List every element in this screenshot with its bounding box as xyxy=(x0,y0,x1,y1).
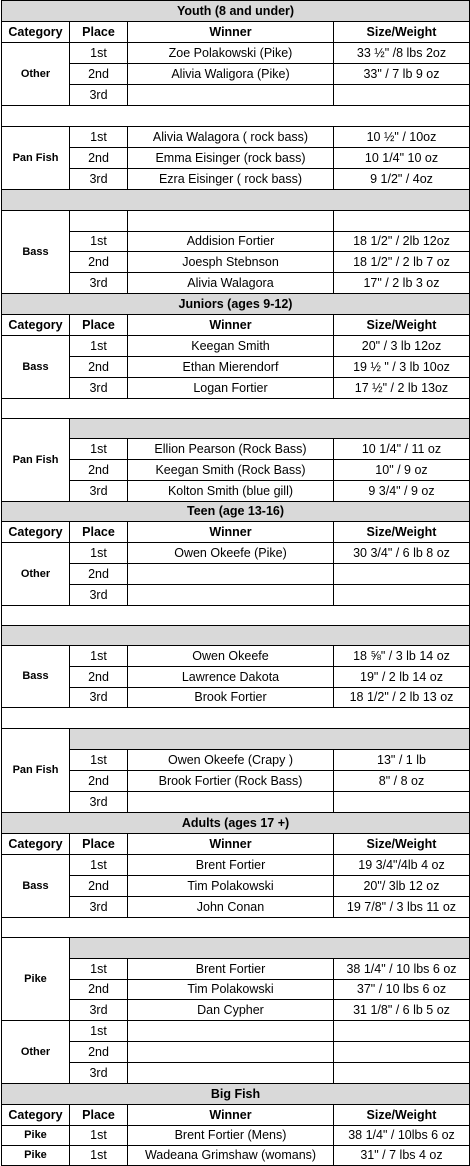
table-row xyxy=(2,688,470,708)
header-row xyxy=(2,522,470,543)
winner-cell: Zoe Polakowski (Pike) xyxy=(128,43,334,64)
header-category: Category xyxy=(2,22,70,43)
table-row xyxy=(2,336,470,357)
place-cell: 2nd xyxy=(70,771,128,792)
winner-cell: Ellion Pearson (Rock Bass) xyxy=(128,439,334,460)
table-row xyxy=(2,43,470,64)
winner-cell: Lawrence Dakota xyxy=(128,667,334,688)
winner-cell: Brook Fortier xyxy=(128,688,334,708)
size-cell: 8" / 8 oz xyxy=(334,771,470,792)
header-place: Place xyxy=(70,1105,128,1126)
place-cell: 2nd xyxy=(70,980,128,1000)
size-cell xyxy=(334,585,470,606)
place-cell: 1st xyxy=(70,43,128,64)
spacer-row xyxy=(2,419,470,439)
spacer-row xyxy=(2,626,470,646)
place-cell: 3rd xyxy=(70,169,128,190)
winner-cell: Owen Okeefe (Crapy ) xyxy=(128,750,334,771)
winner-cell xyxy=(128,1021,334,1042)
place-cell: 1st xyxy=(70,543,128,564)
place-cell: 1st xyxy=(70,1146,128,1166)
section-title-row xyxy=(2,1,470,22)
table-row xyxy=(2,564,470,585)
place-cell: 1st xyxy=(70,232,128,252)
place-cell: 2nd xyxy=(70,1042,128,1063)
winner-cell xyxy=(128,585,334,606)
category-cell: Pike xyxy=(2,938,70,1021)
header-place: Place xyxy=(70,315,128,336)
size-cell: 31" / 7 lbs 4 oz xyxy=(334,1146,470,1166)
size-cell: 17 ½" / 2 lb 13oz xyxy=(334,378,470,399)
winner-cell: Emma Eisinger (rock bass) xyxy=(128,148,334,169)
winner-cell: Keegan Smith xyxy=(128,336,334,357)
spacer-row xyxy=(2,606,470,626)
header-place: Place xyxy=(70,22,128,43)
size-cell: 37" / 10 lbs 6 oz xyxy=(334,980,470,1000)
spacer-row xyxy=(2,106,470,127)
spacer-cell xyxy=(70,729,470,750)
place-cell: 1st xyxy=(70,1021,128,1042)
spacer-row xyxy=(2,190,470,211)
place-cell: 1st xyxy=(70,855,128,876)
winner-cell: Owen Okeefe (Pike) xyxy=(128,543,334,564)
place-cell: 3rd xyxy=(70,897,128,918)
size-cell: 20" / 3 lb 12oz xyxy=(334,336,470,357)
table-row xyxy=(2,980,470,1000)
table-row xyxy=(2,1146,470,1166)
section-title-row xyxy=(2,294,470,315)
winner-cell: Ethan Mierendorf xyxy=(128,357,334,378)
winner-cell: Tim Polakowski xyxy=(128,876,334,897)
table-row xyxy=(2,232,470,252)
size-cell: 19 3/4"/4lb 4 oz xyxy=(334,855,470,876)
header-row xyxy=(2,834,470,855)
place-cell: 3rd xyxy=(70,688,128,708)
place-cell: 2nd xyxy=(70,148,128,169)
place-cell xyxy=(70,211,128,232)
winner-cell xyxy=(128,211,334,232)
place-cell: 1st xyxy=(70,1126,128,1146)
winner-cell: Owen Okeefe xyxy=(128,646,334,667)
table-row xyxy=(2,481,470,502)
winner-cell xyxy=(128,792,334,813)
size-cell: 19 7/8" / 3 lbs 11 oz xyxy=(334,897,470,918)
size-cell xyxy=(334,211,470,232)
winner-cell: Alivia Walagora xyxy=(128,273,334,294)
size-cell: 17" / 2 lb 3 oz xyxy=(334,273,470,294)
header-size-weight: Size/Weight xyxy=(334,1105,470,1126)
spacer-row xyxy=(2,729,470,750)
winner-cell: Kolton Smith (blue gill) xyxy=(128,481,334,502)
winner-cell: Tim Polakowski xyxy=(128,980,334,1000)
size-cell: 13" / 1 lb xyxy=(334,750,470,771)
spacer-cell xyxy=(2,606,470,626)
header-size-weight: Size/Weight xyxy=(334,834,470,855)
header-category: Category xyxy=(2,834,70,855)
header-winner: Winner xyxy=(128,834,334,855)
category-cell: Pike xyxy=(2,1146,70,1166)
place-cell: 3rd xyxy=(70,1000,128,1021)
table-row xyxy=(2,959,470,980)
table-row xyxy=(2,667,470,688)
place-cell: 2nd xyxy=(70,460,128,481)
size-cell: 38 1/4" / 10 lbs 6 oz xyxy=(334,959,470,980)
table-row xyxy=(2,1021,470,1042)
winner-cell: Addision Fortier xyxy=(128,232,334,252)
size-cell: 10 ½" / 10oz xyxy=(334,127,470,148)
spacer-cell xyxy=(2,918,470,938)
place-cell: 3rd xyxy=(70,273,128,294)
table-row xyxy=(2,585,470,606)
table-row xyxy=(2,855,470,876)
place-cell: 3rd xyxy=(70,85,128,106)
place-cell: 2nd xyxy=(70,564,128,585)
spacer-row xyxy=(2,399,470,419)
section-title-row xyxy=(2,813,470,834)
table-row xyxy=(2,169,470,190)
size-cell: 9 3/4" / 9 oz xyxy=(334,481,470,502)
place-cell: 3rd xyxy=(70,481,128,502)
size-cell: 30 3/4" / 6 lb 8 oz xyxy=(334,543,470,564)
section-title-row xyxy=(2,1084,470,1105)
size-cell xyxy=(334,85,470,106)
table-row xyxy=(2,1042,470,1063)
size-cell xyxy=(334,792,470,813)
table-row xyxy=(2,378,470,399)
place-cell: 3rd xyxy=(70,585,128,606)
place-cell: 1st xyxy=(70,750,128,771)
table-row xyxy=(2,273,470,294)
header-winner: Winner xyxy=(128,315,334,336)
spacer-cell xyxy=(2,708,470,729)
header-place: Place xyxy=(70,522,128,543)
winner-cell: Logan Fortier xyxy=(128,378,334,399)
spacer-cell xyxy=(70,938,470,959)
winner-cell: John Conan xyxy=(128,897,334,918)
category-cell: Pan Fish xyxy=(2,419,70,502)
header-winner: Winner xyxy=(128,1105,334,1126)
size-cell: 20"/ 3lb 12 oz xyxy=(334,876,470,897)
table-row xyxy=(2,750,470,771)
winner-cell: Alivia Waligora (Pike) xyxy=(128,64,334,85)
table-row xyxy=(2,543,470,564)
place-cell: 1st xyxy=(70,439,128,460)
size-cell xyxy=(334,564,470,585)
place-cell: 3rd xyxy=(70,792,128,813)
spacer-row xyxy=(2,918,470,938)
size-cell: 18 ⅝" / 3 lb 14 oz xyxy=(334,646,470,667)
winner-cell: Brent Fortier xyxy=(128,855,334,876)
section-title: Teen (age 13-16) xyxy=(2,502,470,522)
winner-cell: Brook Fortier (Rock Bass) xyxy=(128,771,334,792)
spacer-cell xyxy=(2,626,470,646)
category-cell: Other xyxy=(2,543,70,606)
header-category: Category xyxy=(2,1105,70,1126)
table-row xyxy=(2,64,470,85)
place-cell: 2nd xyxy=(70,667,128,688)
table-row xyxy=(2,876,470,897)
header-winner: Winner xyxy=(128,22,334,43)
size-cell xyxy=(334,1021,470,1042)
size-cell: 19" / 2 lb 14 oz xyxy=(334,667,470,688)
table-row xyxy=(2,646,470,667)
category-cell: Bass xyxy=(2,646,70,708)
table-row xyxy=(2,1063,470,1084)
category-cell: Bass xyxy=(2,211,70,294)
size-cell: 10 1/4" / 11 oz xyxy=(334,439,470,460)
place-cell: 1st xyxy=(70,336,128,357)
spacer-row xyxy=(2,211,470,232)
category-cell: Pan Fish xyxy=(2,729,70,813)
winner-cell: Dan Cypher xyxy=(128,1000,334,1021)
section-title: Big Fish xyxy=(2,1084,470,1105)
spacer-cell xyxy=(70,419,470,439)
spacer-row xyxy=(2,938,470,959)
winner-cell: Ezra Eisinger ( rock bass) xyxy=(128,169,334,190)
place-cell: 1st xyxy=(70,127,128,148)
size-cell: 38 1/4" / 10lbs 6 oz xyxy=(334,1126,470,1146)
size-cell: 18 1/2" / 2 lb 13 oz xyxy=(334,688,470,708)
size-cell: 33 ½" /8 lbs 2oz xyxy=(334,43,470,64)
section-title: Adults (ages 17 +) xyxy=(2,813,470,834)
winner-cell: Wadeana Grimshaw (womans) xyxy=(128,1146,334,1166)
category-cell: Bass xyxy=(2,855,70,918)
table-row xyxy=(2,1126,470,1146)
section-title: Youth (8 and under) xyxy=(2,1,470,22)
size-cell: 18 1/2" / 2lb 12oz xyxy=(334,232,470,252)
table-row xyxy=(2,897,470,918)
size-cell: 31 1/8" / 6 lb 5 oz xyxy=(334,1000,470,1021)
spacer-cell xyxy=(2,190,470,211)
header-winner: Winner xyxy=(128,522,334,543)
place-cell: 1st xyxy=(70,646,128,667)
header-size-weight: Size/Weight xyxy=(334,315,470,336)
header-row xyxy=(2,22,470,43)
place-cell: 2nd xyxy=(70,357,128,378)
winner-cell: Alivia Walagora ( rock bass) xyxy=(128,127,334,148)
winner-cell: Joesph Stebnson xyxy=(128,252,334,273)
table-row xyxy=(2,252,470,273)
size-cell: 9 1/2" / 4oz xyxy=(334,169,470,190)
spacer-cell xyxy=(2,106,470,127)
header-row xyxy=(2,1105,470,1126)
category-cell: Bass xyxy=(2,336,70,399)
header-category: Category xyxy=(2,315,70,336)
size-cell: 33" / 7 lb 9 oz xyxy=(334,64,470,85)
table-row xyxy=(2,85,470,106)
section-title-row xyxy=(2,502,470,522)
size-cell: 10" / 9 oz xyxy=(334,460,470,481)
table-row xyxy=(2,439,470,460)
place-cell: 1st xyxy=(70,959,128,980)
size-cell xyxy=(334,1042,470,1063)
winner-cell: Brent Fortier (Mens) xyxy=(128,1126,334,1146)
winner-cell xyxy=(128,564,334,585)
table-row xyxy=(2,460,470,481)
table-row xyxy=(2,357,470,378)
header-place: Place xyxy=(70,834,128,855)
category-cell: Other xyxy=(2,43,70,106)
header-size-weight: Size/Weight xyxy=(334,522,470,543)
size-cell: 10 1/4" 10 oz xyxy=(334,148,470,169)
section-title: Juniors (ages 9-12) xyxy=(2,294,470,315)
table-row xyxy=(2,127,470,148)
table-row xyxy=(2,148,470,169)
winner-cell xyxy=(128,1063,334,1084)
table-row xyxy=(2,771,470,792)
category-cell: Pike xyxy=(2,1126,70,1146)
table-row xyxy=(2,792,470,813)
place-cell: 2nd xyxy=(70,252,128,273)
size-cell: 18 1/2" / 2 lb 7 oz xyxy=(334,252,470,273)
place-cell: 3rd xyxy=(70,378,128,399)
results-table xyxy=(1,0,470,1166)
category-cell: Other xyxy=(2,1021,70,1084)
spacer-row xyxy=(2,708,470,729)
winner-cell xyxy=(128,85,334,106)
size-cell: 19 ½ " / 3 lb 10oz xyxy=(334,357,470,378)
size-cell xyxy=(334,1063,470,1084)
winner-cell: Brent Fortier xyxy=(128,959,334,980)
table-row xyxy=(2,1000,470,1021)
spacer-cell xyxy=(2,399,470,419)
header-category: Category xyxy=(2,522,70,543)
place-cell: 2nd xyxy=(70,64,128,85)
place-cell: 3rd xyxy=(70,1063,128,1084)
header-size-weight: Size/Weight xyxy=(334,22,470,43)
winner-cell: Keegan Smith (Rock Bass) xyxy=(128,460,334,481)
category-cell: Pan Fish xyxy=(2,127,70,190)
header-row xyxy=(2,315,470,336)
place-cell: 2nd xyxy=(70,876,128,897)
winner-cell xyxy=(128,1042,334,1063)
